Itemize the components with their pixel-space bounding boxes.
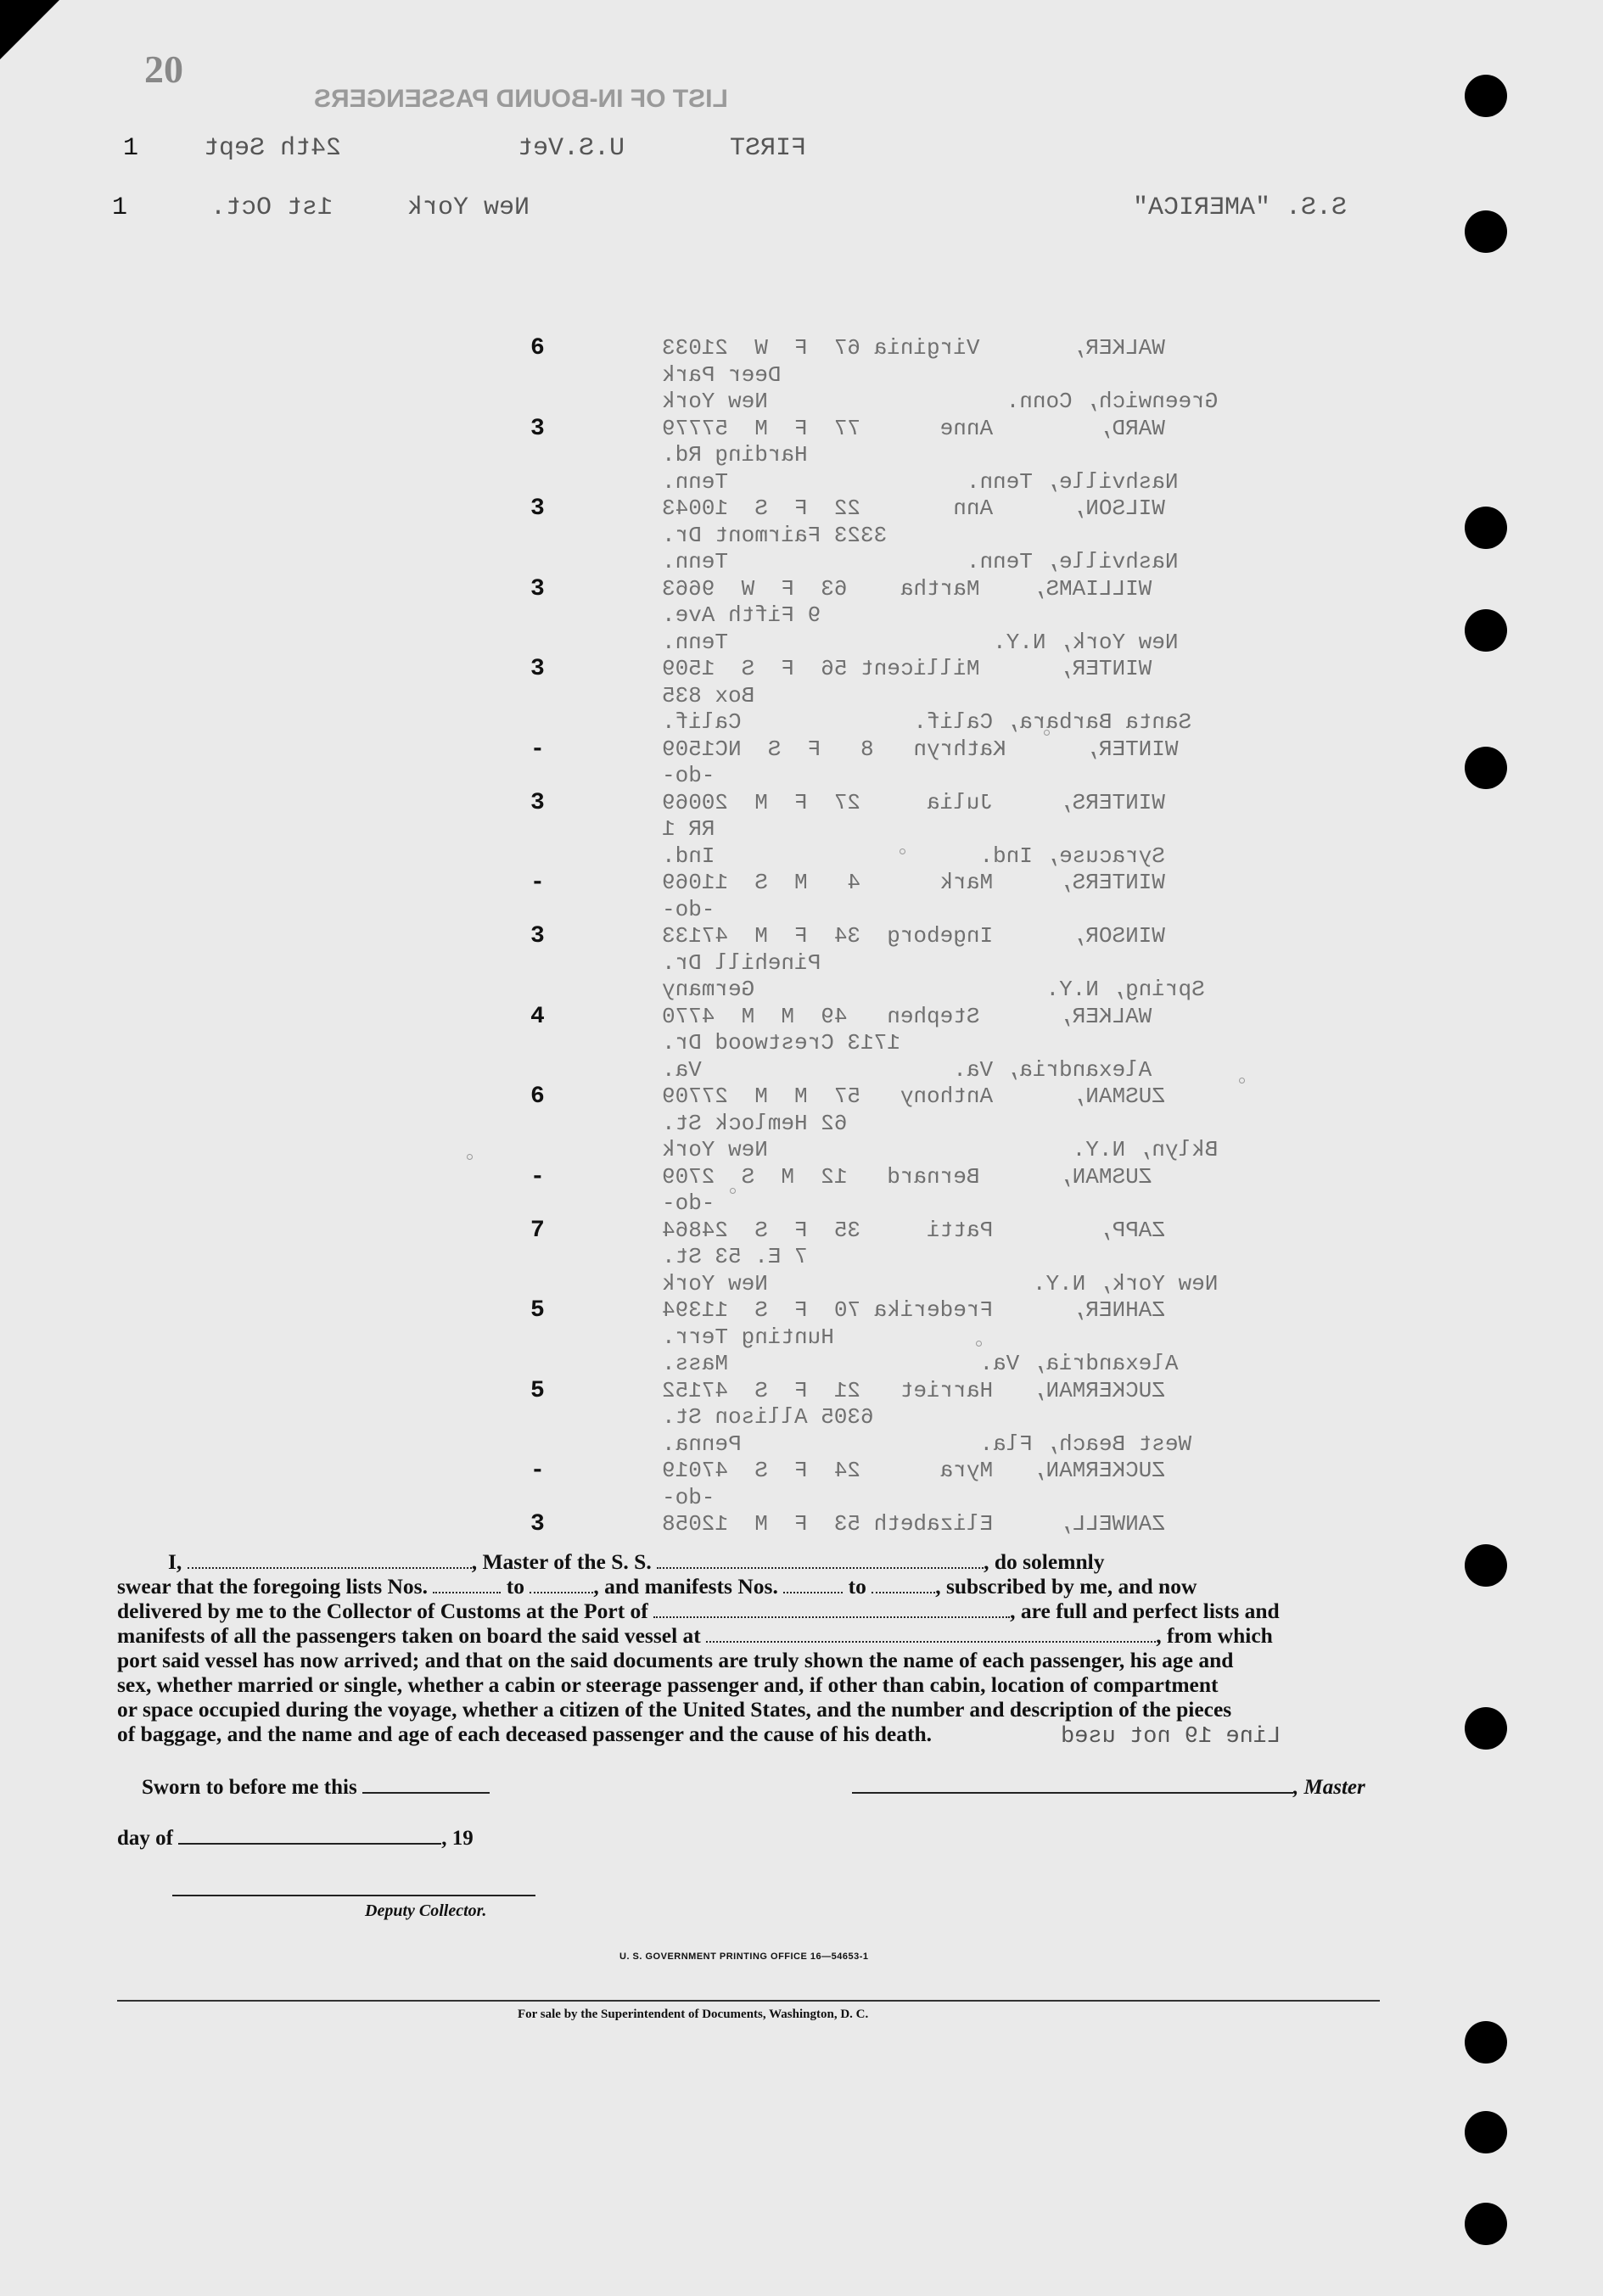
binder-hole — [1465, 2111, 1507, 2153]
passenger-row: ZUSMAN, Bernard 12 M S 2709 — [662, 1164, 1152, 1190]
passenger-row: Nashville, Tenn. Tenn. — [662, 469, 1179, 495]
binder-hole — [1465, 2021, 1507, 2064]
baggage-count-mark: - — [530, 870, 545, 896]
baggage-count-mark: 3 — [530, 923, 545, 949]
passenger-row: WALKER, Virginia 67 F W 21033 — [662, 335, 1165, 361]
passenger-row: 62 Hemlock St. — [662, 1111, 848, 1136]
oath-to-1: to — [506, 1574, 524, 1599]
binder-hole — [1465, 609, 1507, 652]
master-name-blank[interactable] — [188, 1552, 472, 1569]
paper-speck — [730, 1188, 736, 1194]
baggage-count-mark: - — [530, 1458, 545, 1484]
baggage-count-mark: 6 — [530, 1084, 545, 1110]
passenger-row: 1713 Crestwood Dr. — [662, 1030, 900, 1056]
master-signature-blank[interactable] — [852, 1777, 1293, 1794]
passenger-row: ZUCKERMAN, Myra 24 F S 47019 — [662, 1458, 1165, 1483]
sworn-line — [142, 1776, 490, 1800]
baggage-count-mark: 3 — [530, 496, 545, 522]
passenger-row: New York, N.Y. Tenn. — [662, 630, 1179, 655]
paper-speck — [976, 1341, 982, 1347]
passenger-row: WINTER, Millicent 56 F S 1509 — [662, 656, 1152, 681]
passenger-row: -do- — [662, 1190, 715, 1216]
baggage-count-mark: 3 — [530, 790, 545, 816]
binder-hole — [1465, 2203, 1507, 2245]
passenger-row: Pinehill Dr. — [662, 950, 821, 976]
manifest-to-blank[interactable] — [872, 1576, 935, 1593]
baggage-count-mark: - — [530, 1164, 545, 1190]
vessel-port-blank[interactable] — [706, 1626, 1156, 1643]
ship-name: S.S. "AMERICA" — [1133, 193, 1348, 222]
oath-line6: sex, whether married or single, whether a cabin or steerage passenger and, if other than cabin, location of compartment — [117, 1672, 1219, 1697]
passenger-row: WINTERS, Mark 4 M S 11069 — [662, 870, 1165, 895]
oath-line8: of baggage, and the name and age of each deceased passenger and the cause of his death. — [117, 1722, 933, 1746]
passenger-row: ZAHNER, Frederika 70 F S 11394 — [662, 1297, 1165, 1323]
bottom-rule — [117, 2000, 1380, 2002]
passenger-row: ZUSMAN, Anthony 57 M M 27709 — [662, 1084, 1165, 1109]
passenger-row: Syracuse, Ind. Ind. — [662, 843, 1165, 869]
passenger-row: ZAPP, Patti 35 F S 24864 — [662, 1218, 1165, 1243]
passenger-row: Santa Barbara, Calif. Calif. — [662, 709, 1192, 735]
header-line2-left: 1 — [112, 193, 128, 222]
passenger-row: WALKER, Stephen 49 M M 4770 — [662, 1004, 1152, 1029]
passenger-row: WARD, Anne 77 F M 57779 — [662, 416, 1165, 441]
passenger-row: 3323 Fairmont Dr. — [662, 523, 888, 548]
passenger-row: Spring, N.Y. Germany — [662, 977, 1205, 1002]
passenger-row: Bklyn, N.Y. New York — [662, 1137, 1219, 1162]
oath-to-2: to — [848, 1574, 866, 1599]
oath-full-perfect: , are full and perfect lists and — [1010, 1599, 1280, 1623]
passenger-row: WINTERS, Julia 27 F M 20069 — [662, 790, 1165, 815]
header-line2-date: 1st Oct. — [210, 193, 333, 222]
deputy-collector-label: Deputy Collector. — [365, 1901, 487, 1920]
header-line1-first: FIRST — [730, 134, 807, 163]
manifest-from-blank[interactable] — [783, 1576, 843, 1593]
ship-name-blank[interactable] — [657, 1552, 984, 1569]
passenger-row: 6305 Allison St. — [662, 1404, 874, 1430]
passenger-row: 7 E. 53 St. — [662, 1244, 808, 1269]
sworn-label: Sworn to before me this — [142, 1776, 357, 1799]
paper-speck — [1239, 1078, 1245, 1084]
form-title-bleedthrough: LIST OF IN-BOUND PASSENGERS — [314, 85, 728, 113]
oath-from-which: , from which — [1156, 1623, 1273, 1648]
sworn-date-blank[interactable] — [362, 1777, 490, 1794]
oath-line5: port said vessel has now arrived; and that on the said documents are truly shown the name of each passenger, his age and — [117, 1648, 1234, 1672]
baggage-count-mark: - — [530, 736, 545, 763]
page-number: 20 — [144, 48, 183, 91]
line-not-used-note: Line 19 not used — [1061, 1724, 1281, 1750]
passenger-row: Nashville, Tenn. Tenn. — [662, 549, 1179, 574]
passenger-row: Box 835 — [662, 683, 755, 708]
gpo-imprint: U. S. GOVERNMENT PRINTING OFFICE 16—54653-1 — [619, 1952, 869, 1962]
passenger-row: West Beach, Fla. Penna. — [662, 1431, 1192, 1457]
page-corner-shadow — [0, 0, 59, 59]
passenger-row: ZANWELL, Elizabeth 53 F M 12058 — [662, 1511, 1165, 1537]
binder-hole — [1465, 747, 1507, 789]
passenger-row: Harding Rd. — [662, 442, 808, 468]
header-line2-port: New York — [407, 193, 530, 222]
baggage-count-mark: 4 — [530, 1004, 545, 1030]
oath-subscribed: , subscribed by me, and now — [935, 1574, 1197, 1599]
oath-lists-nos: swear that the foregoing lists Nos. — [117, 1574, 428, 1599]
oath-solemnly: , do solemnly — [984, 1549, 1105, 1574]
baggage-count-mark: 3 — [530, 416, 545, 442]
binder-hole — [1465, 75, 1507, 117]
baggage-count-mark: 5 — [530, 1297, 545, 1324]
day-of-label: day of — [117, 1827, 173, 1850]
oath-manifests-nos: , and manifests Nos. — [593, 1574, 778, 1599]
year-prefix: , 19 — [441, 1827, 474, 1850]
port-blank[interactable] — [653, 1601, 1010, 1618]
binder-hole — [1465, 1544, 1507, 1587]
baggage-count-mark: 7 — [530, 1218, 545, 1244]
master-signature-line — [852, 1776, 1365, 1800]
master-label: , Master — [1293, 1776, 1365, 1799]
oath-i: I, — [168, 1549, 182, 1574]
header-line1-class: U.S.Vet — [518, 134, 625, 163]
binder-hole — [1465, 507, 1507, 549]
baggage-count-mark: 3 — [530, 656, 545, 682]
baggage-count-mark: 5 — [530, 1378, 545, 1404]
passenger-row: Greenwich, Conn. New York — [662, 389, 1219, 414]
oath-master-of: , Master of the S. S. — [471, 1549, 652, 1574]
passenger-row: Alexandria, Va. Va. — [662, 1057, 1152, 1083]
passenger-row: WINSOR, Ingeborg 34 F M 47133 — [662, 923, 1165, 949]
deputy-signature-rule — [172, 1895, 535, 1896]
passenger-row: New York, N.Y. New York — [662, 1271, 1219, 1296]
paper-speck — [900, 848, 905, 854]
header-line1-left: 1 — [123, 134, 139, 163]
passenger-row: 9 Fifth Ave. — [662, 602, 821, 628]
binder-hole — [1465, 210, 1507, 253]
passenger-row: WILLIAMS, Martha 63 F W 9663 — [662, 576, 1152, 602]
baggage-count-mark: 3 — [530, 1511, 545, 1537]
day-of-line — [117, 1827, 474, 1851]
passenger-row: RR 1 — [662, 816, 715, 842]
paper-speck — [1044, 730, 1050, 736]
passenger-row: WILSON, Ann 22 F S 10043 — [662, 496, 1165, 521]
passenger-row: WINTER, Kathryn 8 F S NC1509 — [662, 736, 1179, 762]
baggage-count-mark: 6 — [530, 335, 545, 361]
passenger-row: Alexandria, Va. Mass. — [662, 1351, 1179, 1376]
oath-manifests-vessel: manifests of all the passengers taken on board the said vessel at — [117, 1623, 701, 1648]
passenger-row: ZUCKERMAN, Harriet 21 F S 47152 — [662, 1378, 1165, 1403]
oath-delivered: delivered by me to the Collector of Customs at the Port of — [117, 1599, 648, 1623]
passenger-row: Deer Park — [662, 362, 782, 388]
oath-line7: or space occupied during the voyage, whether a citizen of the United States, and the number and description of the pieces — [117, 1697, 1232, 1722]
passenger-row: Hunting Terr. — [662, 1324, 834, 1350]
passenger-row: -do- — [662, 1485, 715, 1510]
binder-hole — [1465, 1707, 1507, 1750]
passenger-row: -do- — [662, 763, 715, 788]
paper-speck — [467, 1154, 473, 1160]
day-of-blank[interactable] — [178, 1828, 441, 1845]
header-line1-date: 24th Sept — [204, 134, 342, 163]
list-from-blank[interactable] — [433, 1576, 501, 1593]
list-to-blank[interactable] — [530, 1576, 593, 1593]
baggage-count-mark: 3 — [530, 576, 545, 602]
passenger-row: -do- — [662, 897, 715, 922]
sale-notice: For sale by the Superintendent of Documents, Washington, D. C. — [518, 2008, 869, 2021]
oath-paragraph — [117, 1549, 1383, 1746]
